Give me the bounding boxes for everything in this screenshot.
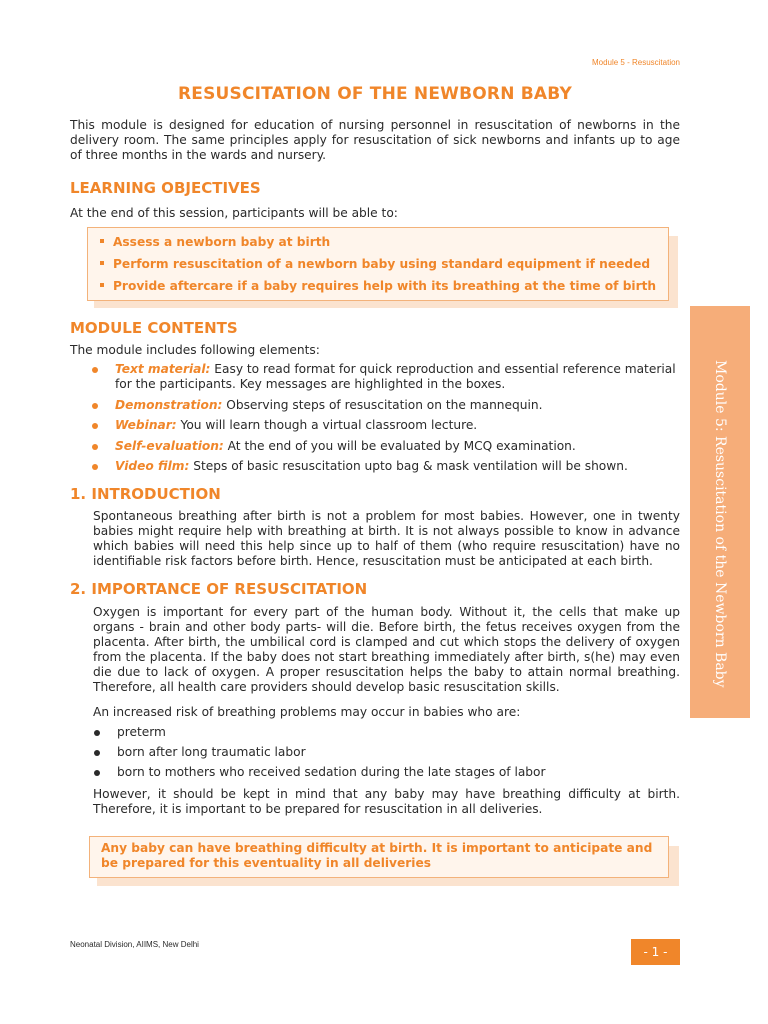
bullet-icon bbox=[94, 730, 100, 736]
objective-text: Assess a newborn baby at birth bbox=[113, 235, 331, 249]
bullet-icon bbox=[92, 367, 98, 373]
key-message-box bbox=[89, 836, 669, 878]
closing-paragraph: However, it should be kept in mind that any baby may have breathing difficulty at birth. Therefore, it is important to be prepared for resuscitation in all deliveries. bbox=[93, 787, 680, 816]
bullet-icon bbox=[92, 464, 98, 470]
introduction-paragraph: Spontaneous breathing after birth is not a problem for most babies. However, one in twenty babies might require help with breathing at birth. It is not always possible to know in advance which babies will need this help since up to half of them (who require resuscitation) have no identifiable risk factors before birth. Hence, resuscitation must be anticipated at each birth. bbox=[93, 509, 680, 568]
objectives-box bbox=[87, 227, 669, 301]
page-number: - 1 - bbox=[631, 939, 680, 965]
list-item bbox=[90, 439, 680, 454]
item-term: Video film: bbox=[115, 459, 190, 473]
item-term: Text material: bbox=[115, 362, 211, 376]
bullet-icon bbox=[94, 750, 100, 756]
risk-text: preterm bbox=[117, 725, 166, 739]
bullet-icon bbox=[92, 423, 98, 429]
module-contents-list bbox=[90, 362, 680, 480]
page-title: RESUSCITATION OF THE NEWBORN BABY bbox=[177, 84, 573, 104]
square-bullet-icon bbox=[100, 239, 104, 243]
risk-list bbox=[93, 725, 546, 785]
item-desc: Observing steps of resuscitation on the mannequin. bbox=[222, 397, 543, 412]
item-desc: You will learn though a virtual classroom lecture. bbox=[176, 418, 478, 432]
intro-paragraph: This module is designed for education of nursing personnel in resuscitation of newborns in the delivery room. The same principles apply for resuscitation of sick newborns and infants up to age of three months in the wards and nursery. bbox=[70, 118, 680, 162]
risk-intro: An increased risk of breathing problems may occur in babies who are: bbox=[93, 705, 521, 719]
bullet-icon bbox=[92, 444, 98, 450]
list-item bbox=[93, 745, 546, 760]
item-desc: At the end of you will be evaluated by MCQ examination. bbox=[223, 438, 576, 453]
footer-institution: Neonatal Division, AIIMS, New Delhi bbox=[70, 940, 199, 949]
module-header-note: Module 5 - Resuscitation bbox=[591, 58, 680, 67]
objective-text: Perform resuscitation of a newborn baby using standard equipment if needed bbox=[113, 257, 651, 271]
importance-paragraph: Oxygen is important for every part of the human body. Without it, the cells that make up organs - brain and other body parts- will die. Before birth, the fetus receives oxygen from the placenta. After birth, the umbilical cord is clamped and cut which stops the delivery of oxygen from the placenta. If the baby does not start breathing immediately after birth, s(he) may even die due to lack of oxygen. A proper resuscitation helps the baby to attain normal breathing. Therefore, all health care providers should develop basic resuscitation skills. bbox=[93, 605, 680, 694]
square-bullet-icon bbox=[100, 283, 104, 287]
list-item bbox=[93, 725, 546, 740]
objective-text: Provide aftercare if a baby requires help with its breathing at the time of birth bbox=[113, 279, 657, 293]
item-desc: Easy to read format for quick reproduction and essential reference material for the participants. Key messages are highlighted in the boxes. bbox=[115, 362, 676, 391]
importance-heading: 2. IMPORTANCE OF RESUSCITATION bbox=[70, 580, 368, 598]
bullet-icon bbox=[94, 770, 100, 776]
list-item bbox=[90, 398, 680, 413]
learning-objectives-heading: LEARNING OBJECTIVES bbox=[70, 179, 261, 197]
sidebar-label: Module 5: Resuscitation of the Newborn Baby bbox=[712, 360, 728, 688]
learning-objectives-intro: At the end of this session, participants will be able to: bbox=[70, 206, 398, 220]
objective-item bbox=[100, 278, 668, 300]
risk-text: born to mothers who received sedation during the late stages of labor bbox=[117, 765, 546, 779]
objective-item bbox=[100, 234, 668, 256]
objectives-list bbox=[88, 228, 668, 300]
introduction-heading: 1. INTRODUCTION bbox=[70, 485, 221, 503]
list-item bbox=[90, 459, 680, 474]
square-bullet-icon bbox=[100, 261, 104, 265]
list-item bbox=[93, 765, 546, 780]
item-term: Self-evaluation: bbox=[115, 438, 224, 453]
item-term: Webinar: bbox=[115, 418, 177, 432]
list-item bbox=[90, 362, 680, 392]
bullet-icon bbox=[92, 403, 98, 409]
module-contents-intro: The module includes following elements: bbox=[70, 343, 320, 357]
item-term: Demonstration: bbox=[115, 397, 223, 412]
objective-item bbox=[100, 256, 668, 278]
key-message-text: Any baby can have breathing difficulty at birth. It is important to anticipate and be prepared for this eventuality in all deliveries bbox=[101, 841, 653, 870]
risk-text: born after long traumatic labor bbox=[117, 745, 306, 759]
module-contents-heading: MODULE CONTENTS bbox=[70, 319, 238, 337]
item-desc: Steps of basic resuscitation upto bag & mask ventilation will be shown. bbox=[189, 459, 628, 473]
list-item bbox=[90, 418, 680, 433]
